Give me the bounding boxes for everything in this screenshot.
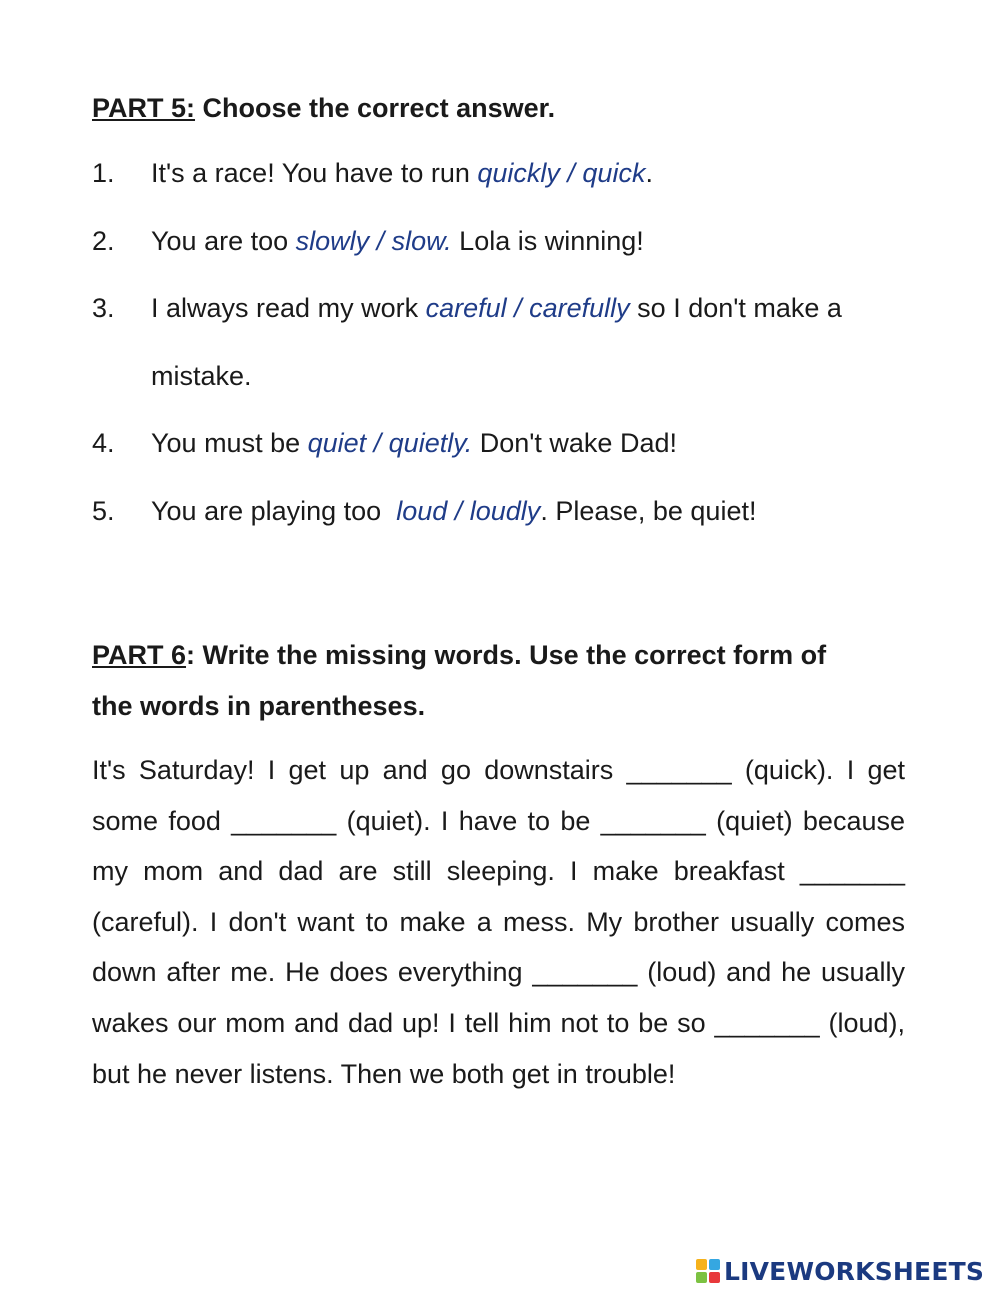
logo-square bbox=[696, 1259, 707, 1270]
liveworksheets-logo-icon bbox=[696, 1259, 720, 1283]
answer-options[interactable]: slowly / slow. bbox=[295, 226, 452, 256]
question-text: It's a race! You have to run bbox=[151, 158, 478, 188]
logo-square bbox=[709, 1272, 720, 1283]
logo-square bbox=[709, 1259, 720, 1270]
question-text: Lola is winning! bbox=[451, 226, 644, 256]
part6-heading bbox=[92, 640, 826, 671]
fill-in-paragraph[interactable]: It's Saturday! I get up and go downstairs _______ (quick). I get some food _______ (quiet). I have to be _______ (quiet) because my mom and dad are still sleeping. I make breakfast _______ (careful). I don't want to make a mess. My brother usually comes down after me. He does everything _______ (loud) and he usually wakes our mom and dad up! I tell him not to be so _______ (loud), but he never listens. Then we both get in trouble! bbox=[92, 755, 905, 1089]
question-number: 2. bbox=[92, 226, 115, 256]
part6-heading-line2: the words in parentheses. bbox=[92, 691, 426, 721]
part6-instruction: : Write the missing words. Use the correct form of bbox=[186, 640, 827, 670]
question-number: 5. bbox=[92, 496, 115, 526]
question-text: You are too bbox=[151, 226, 296, 256]
question-2 bbox=[92, 226, 644, 257]
question-text: You are playing too bbox=[151, 496, 397, 526]
question-number: 3. bbox=[92, 293, 115, 323]
question-text: You must be bbox=[151, 428, 308, 458]
question-4 bbox=[92, 428, 677, 459]
answer-options[interactable]: careful / carefully bbox=[425, 293, 630, 323]
logo-square bbox=[696, 1272, 707, 1283]
part6-paragraph bbox=[92, 745, 905, 1099]
part5-heading bbox=[92, 93, 555, 124]
question-number: 1. bbox=[92, 158, 115, 188]
part5-instruction: Choose the correct answer. bbox=[195, 93, 556, 123]
liveworksheets-logo bbox=[696, 1256, 984, 1286]
question-number: 4. bbox=[92, 428, 115, 458]
question-text: Don't wake Dad! bbox=[472, 428, 677, 458]
part5-label: PART 5: bbox=[92, 93, 196, 123]
question-1 bbox=[92, 158, 653, 189]
logo-text: LIVEWORKSHEETS bbox=[724, 1256, 985, 1286]
question-5 bbox=[92, 496, 756, 527]
question-3 bbox=[92, 293, 842, 324]
question-text: so I don't make a bbox=[629, 293, 842, 323]
question-text: . bbox=[645, 158, 653, 188]
answer-options[interactable]: quickly / quick bbox=[477, 158, 646, 188]
answer-options[interactable]: quiet / quietly. bbox=[307, 428, 473, 458]
part6-label: PART 6 bbox=[92, 640, 187, 670]
question-text: . Please, be quiet! bbox=[540, 496, 757, 526]
answer-options[interactable]: loud / loudly bbox=[396, 496, 541, 526]
question-3-continuation: mistake. bbox=[151, 361, 252, 391]
question-text: I always read my work bbox=[151, 293, 426, 323]
